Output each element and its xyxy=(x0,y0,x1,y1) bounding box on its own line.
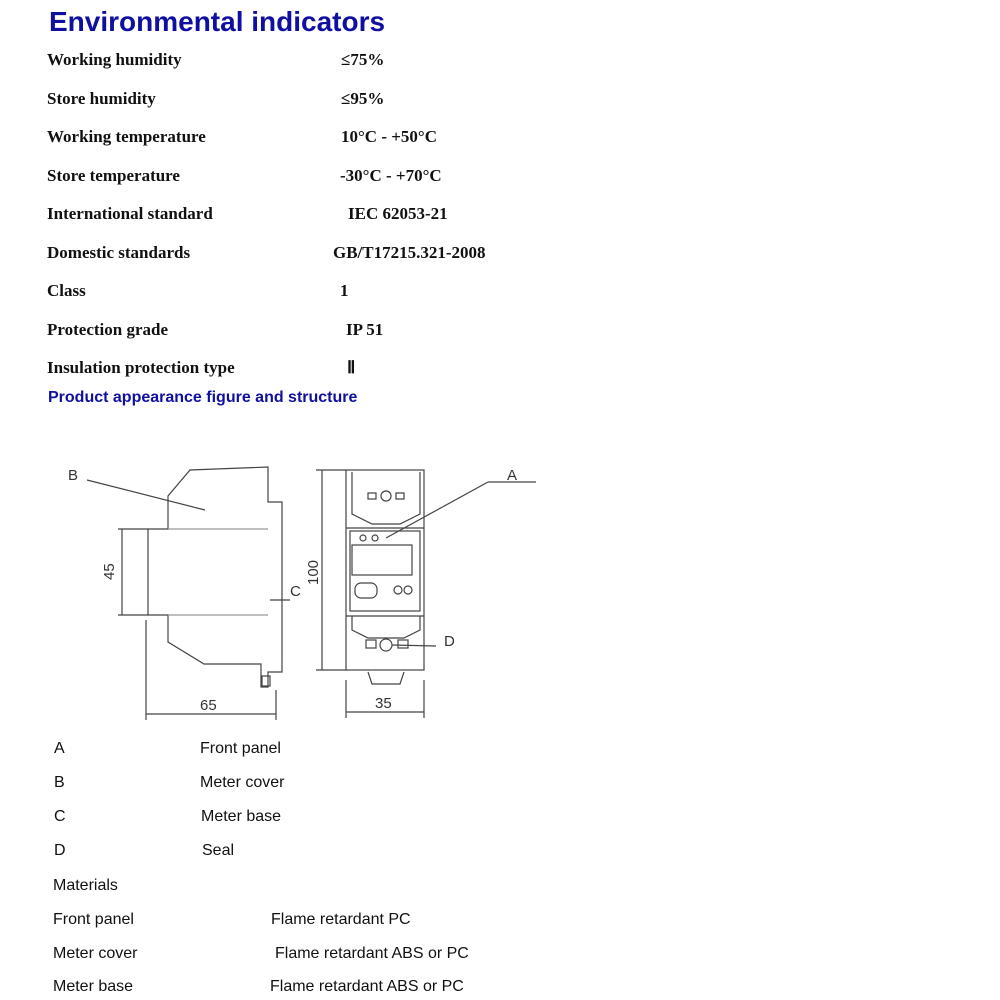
material-row xyxy=(0,978,1000,1000)
spec-label: Insulation protection type xyxy=(47,358,235,377)
spec-label: Working humidity xyxy=(47,50,182,69)
page-title: Environmental indicators xyxy=(49,6,386,37)
material-value: Flame retardant ABS or PC xyxy=(275,945,469,962)
spec-row xyxy=(0,243,1000,267)
spec-label: Protection grade xyxy=(47,320,169,339)
spec-row xyxy=(0,166,1000,190)
legend-value: Meter cover xyxy=(200,774,285,791)
spec-row xyxy=(0,358,1000,382)
label-b: B xyxy=(68,467,79,484)
spec-label: Store humidity xyxy=(47,89,156,108)
label-a: A xyxy=(507,467,518,484)
dimension-65: 65 xyxy=(200,697,217,714)
material-part: Meter base xyxy=(53,978,134,995)
legend-value: Seal xyxy=(202,842,235,859)
section-subtitle: Product appearance figure and structure xyxy=(48,389,358,406)
front-view-top-screw xyxy=(381,491,391,501)
dimension-100: 100 xyxy=(305,559,322,585)
front-button xyxy=(355,583,377,598)
front-panel-window xyxy=(350,531,420,611)
material-value: Flame retardant PC xyxy=(271,911,411,928)
front-view-seal-screw xyxy=(380,639,392,651)
spec-value: ≤95% xyxy=(341,89,385,108)
material-row xyxy=(0,911,1000,933)
spec-value: ≤75% xyxy=(341,50,385,69)
material-row xyxy=(0,945,1000,967)
product-drawing xyxy=(0,440,560,730)
materials-heading: Materials xyxy=(53,877,118,894)
spec-label: Store temperature xyxy=(47,166,180,185)
legend-key: D xyxy=(54,842,66,859)
spec-label: International standard xyxy=(47,204,213,223)
spec-value: GB/T17215.321-2008 xyxy=(333,243,486,262)
legend-key: B xyxy=(54,774,65,791)
spec-row xyxy=(0,320,1000,344)
spec-value: -30°C - +70°C xyxy=(340,166,442,185)
dimension-35: 35 xyxy=(375,695,392,712)
spec-value: IEC 62053-21 xyxy=(348,204,448,223)
spec-label: Domestic standards xyxy=(47,243,191,262)
spec-value: 1 xyxy=(340,281,349,300)
legend-row xyxy=(0,774,1000,796)
dimension-45: 45 xyxy=(101,563,118,580)
label-c: C xyxy=(290,583,301,600)
spec-value: 10°C - +50°C xyxy=(341,127,437,146)
legend-value: Front panel xyxy=(200,740,281,757)
legend-key: A xyxy=(54,740,65,757)
spec-value: IP 51 xyxy=(346,320,384,339)
material-value: Flame retardant ABS or PC xyxy=(270,978,464,995)
materials-heading-row xyxy=(0,877,1000,899)
spec-row xyxy=(0,204,1000,228)
material-part: Meter cover xyxy=(53,945,138,962)
material-part: Front panel xyxy=(53,911,134,928)
legend-value: Meter base xyxy=(201,808,282,825)
spec-label: Working temperature xyxy=(47,127,206,146)
front-display xyxy=(352,545,412,575)
spec-row xyxy=(0,50,1000,74)
legend-row xyxy=(0,808,1000,830)
spec-label: Class xyxy=(47,281,86,300)
spec-row xyxy=(0,281,1000,305)
legend-row xyxy=(0,842,1000,864)
spec-row xyxy=(0,89,1000,113)
spec-value: Ⅱ xyxy=(347,358,356,377)
side-view-tab xyxy=(262,676,270,686)
label-d: D xyxy=(444,633,455,650)
legend-row xyxy=(0,740,1000,762)
legend-key: C xyxy=(54,808,66,825)
spec-row xyxy=(0,127,1000,151)
